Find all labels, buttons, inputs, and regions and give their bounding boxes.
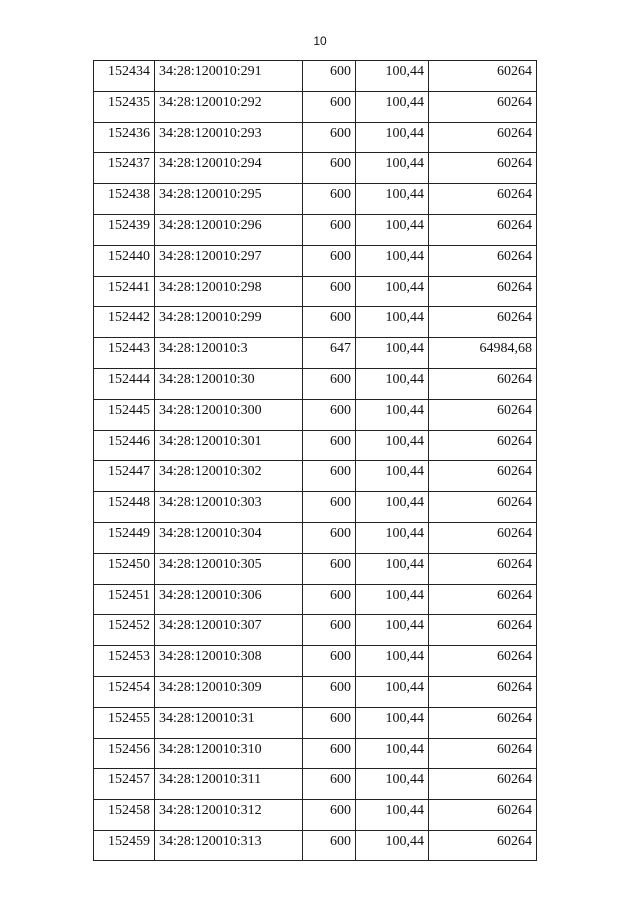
cadastral-number-cell: 34:28:120010:297 (155, 245, 303, 276)
cadastral-number-cell: 34:28:120010:295 (155, 184, 303, 215)
area-cell: 600 (303, 245, 356, 276)
row-number-cell: 152454 (94, 676, 155, 707)
area-cell: 600 (303, 122, 356, 153)
price-cell: 100,44 (356, 214, 429, 245)
row-number-cell: 152448 (94, 492, 155, 523)
total-cell: 60264 (429, 184, 537, 215)
table-row (94, 553, 537, 584)
price-cell: 100,44 (356, 399, 429, 430)
area-cell: 600 (303, 214, 356, 245)
cadastral-number-cell: 34:28:120010:310 (155, 738, 303, 769)
row-number-cell: 152434 (94, 61, 155, 92)
total-cell: 60264 (429, 522, 537, 553)
total-cell: 60264 (429, 61, 537, 92)
row-number-cell: 152452 (94, 615, 155, 646)
price-cell: 100,44 (356, 522, 429, 553)
table-row (94, 707, 537, 738)
price-cell: 100,44 (356, 461, 429, 492)
table-row (94, 184, 537, 215)
area-cell: 600 (303, 184, 356, 215)
table-row (94, 338, 537, 369)
area-cell: 647 (303, 338, 356, 369)
cadastral-table (93, 60, 537, 861)
table-row (94, 522, 537, 553)
table-row (94, 245, 537, 276)
total-cell: 60264 (429, 492, 537, 523)
area-cell: 600 (303, 91, 356, 122)
row-number-cell: 152458 (94, 800, 155, 831)
area-cell: 600 (303, 153, 356, 184)
table-row (94, 492, 537, 523)
price-cell: 100,44 (356, 430, 429, 461)
row-number-cell: 152444 (94, 368, 155, 399)
cadastral-number-cell: 34:28:120010:313 (155, 830, 303, 860)
page-number: 10 (313, 34, 327, 48)
table-row (94, 800, 537, 831)
table-row (94, 153, 537, 184)
cadastral-number-cell: 34:28:120010:301 (155, 430, 303, 461)
total-cell: 60264 (429, 307, 537, 338)
total-cell: 60264 (429, 707, 537, 738)
area-cell: 600 (303, 830, 356, 860)
row-number-cell: 152445 (94, 399, 155, 430)
row-number-cell: 152438 (94, 184, 155, 215)
table-row (94, 430, 537, 461)
cadastral-number-cell: 34:28:120010:294 (155, 153, 303, 184)
price-cell: 100,44 (356, 338, 429, 369)
row-number-cell: 152446 (94, 430, 155, 461)
area-cell: 600 (303, 769, 356, 800)
price-cell: 100,44 (356, 245, 429, 276)
table-row (94, 276, 537, 307)
cadastral-number-cell: 34:28:120010:305 (155, 553, 303, 584)
area-cell: 600 (303, 676, 356, 707)
cadastral-number-cell: 34:28:120010:291 (155, 61, 303, 92)
total-cell: 60264 (429, 276, 537, 307)
price-cell: 100,44 (356, 553, 429, 584)
area-cell: 600 (303, 461, 356, 492)
table-row (94, 122, 537, 153)
table-row (94, 461, 537, 492)
cadastral-number-cell: 34:28:120010:300 (155, 399, 303, 430)
price-cell: 100,44 (356, 122, 429, 153)
cadastral-number-cell: 34:28:120010:292 (155, 91, 303, 122)
row-number-cell: 152442 (94, 307, 155, 338)
row-number-cell: 152440 (94, 245, 155, 276)
price-cell: 100,44 (356, 368, 429, 399)
row-number-cell: 152457 (94, 769, 155, 800)
table-row (94, 584, 537, 615)
table-row (94, 214, 537, 245)
total-cell: 60264 (429, 553, 537, 584)
total-cell: 60264 (429, 122, 537, 153)
area-cell: 600 (303, 615, 356, 646)
area-cell: 600 (303, 707, 356, 738)
area-cell: 600 (303, 646, 356, 677)
price-cell: 100,44 (356, 615, 429, 646)
table-row (94, 307, 537, 338)
area-cell: 600 (303, 368, 356, 399)
row-number-cell: 152450 (94, 553, 155, 584)
area-cell: 600 (303, 307, 356, 338)
cadastral-number-cell: 34:28:120010:304 (155, 522, 303, 553)
table-row (94, 61, 537, 92)
total-cell: 60264 (429, 830, 537, 860)
price-cell: 100,44 (356, 184, 429, 215)
total-cell: 60264 (429, 153, 537, 184)
cadastral-number-cell: 34:28:120010:3 (155, 338, 303, 369)
row-number-cell: 152443 (94, 338, 155, 369)
row-number-cell: 152459 (94, 830, 155, 860)
total-cell: 60264 (429, 738, 537, 769)
total-cell: 60264 (429, 91, 537, 122)
area-cell: 600 (303, 738, 356, 769)
table-row (94, 769, 537, 800)
row-number-cell: 152436 (94, 122, 155, 153)
total-cell: 60264 (429, 430, 537, 461)
cadastral-number-cell: 34:28:120010:30 (155, 368, 303, 399)
price-cell: 100,44 (356, 769, 429, 800)
area-cell: 600 (303, 584, 356, 615)
cadastral-number-cell: 34:28:120010:302 (155, 461, 303, 492)
total-cell: 64984,68 (429, 338, 537, 369)
price-cell: 100,44 (356, 153, 429, 184)
area-cell: 600 (303, 492, 356, 523)
cadastral-number-cell: 34:28:120010:307 (155, 615, 303, 646)
cadastral-number-cell: 34:28:120010:31 (155, 707, 303, 738)
cadastral-number-cell: 34:28:120010:298 (155, 276, 303, 307)
area-cell: 600 (303, 276, 356, 307)
table-row (94, 368, 537, 399)
row-number-cell: 152437 (94, 153, 155, 184)
table-row (94, 676, 537, 707)
total-cell: 60264 (429, 615, 537, 646)
total-cell: 60264 (429, 245, 537, 276)
cadastral-number-cell: 34:28:120010:299 (155, 307, 303, 338)
cadastral-number-cell: 34:28:120010:308 (155, 646, 303, 677)
cadastral-number-cell: 34:28:120010:309 (155, 676, 303, 707)
total-cell: 60264 (429, 676, 537, 707)
total-cell: 60264 (429, 399, 537, 430)
row-number-cell: 152449 (94, 522, 155, 553)
table-row (94, 646, 537, 677)
area-cell: 600 (303, 430, 356, 461)
area-cell: 600 (303, 61, 356, 92)
total-cell: 60264 (429, 461, 537, 492)
price-cell: 100,44 (356, 707, 429, 738)
table-row (94, 615, 537, 646)
price-cell: 100,44 (356, 91, 429, 122)
price-cell: 100,44 (356, 61, 429, 92)
cadastral-number-cell: 34:28:120010:311 (155, 769, 303, 800)
table-body (94, 61, 537, 861)
price-cell: 100,44 (356, 738, 429, 769)
price-cell: 100,44 (356, 800, 429, 831)
table-row (94, 830, 537, 860)
price-cell: 100,44 (356, 492, 429, 523)
row-number-cell: 152441 (94, 276, 155, 307)
row-number-cell: 152451 (94, 584, 155, 615)
cadastral-number-cell: 34:28:120010:296 (155, 214, 303, 245)
area-cell: 600 (303, 399, 356, 430)
row-number-cell: 152453 (94, 646, 155, 677)
total-cell: 60264 (429, 214, 537, 245)
total-cell: 60264 (429, 800, 537, 831)
area-cell: 600 (303, 522, 356, 553)
cadastral-number-cell: 34:28:120010:306 (155, 584, 303, 615)
cadastral-number-cell: 34:28:120010:293 (155, 122, 303, 153)
row-number-cell: 152439 (94, 214, 155, 245)
price-cell: 100,44 (356, 676, 429, 707)
row-number-cell: 152447 (94, 461, 155, 492)
row-number-cell: 152456 (94, 738, 155, 769)
total-cell: 60264 (429, 646, 537, 677)
area-cell: 600 (303, 800, 356, 831)
price-cell: 100,44 (356, 646, 429, 677)
total-cell: 60264 (429, 584, 537, 615)
row-number-cell: 152455 (94, 707, 155, 738)
table-row (94, 91, 537, 122)
area-cell: 600 (303, 553, 356, 584)
cadastral-number-cell: 34:28:120010:303 (155, 492, 303, 523)
row-number-cell: 152435 (94, 91, 155, 122)
cadastral-number-cell: 34:28:120010:312 (155, 800, 303, 831)
table-row (94, 399, 537, 430)
total-cell: 60264 (429, 769, 537, 800)
price-cell: 100,44 (356, 307, 429, 338)
price-cell: 100,44 (356, 830, 429, 860)
price-cell: 100,44 (356, 276, 429, 307)
table-row (94, 738, 537, 769)
price-cell: 100,44 (356, 584, 429, 615)
total-cell: 60264 (429, 368, 537, 399)
